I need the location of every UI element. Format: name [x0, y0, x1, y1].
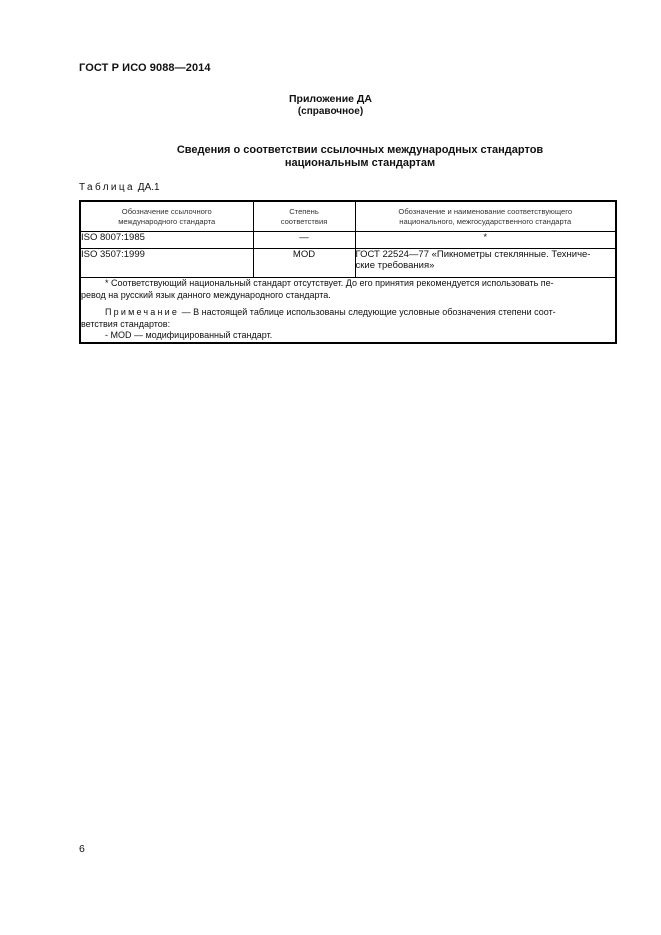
cell-standard: ISO 3507:1999 [80, 249, 253, 278]
correspondence-table [79, 200, 617, 344]
table-caption-number: ДА.1 [137, 182, 160, 193]
cell-standard: ISO 8007:1985 [80, 232, 253, 249]
table-footnote-row [80, 278, 616, 343]
section-title [150, 144, 570, 170]
note-text: — В настоящей таблице использованы следующие условные обозначения степени соот- [179, 307, 556, 317]
cell-degree: MOD [253, 249, 355, 278]
cell-national: * [355, 232, 616, 249]
table-caption-word: Таблица [79, 182, 136, 193]
header-line: Степень [289, 206, 319, 216]
section-title-line-1: Сведения о соответствии ссылочных международных стандартов [176, 144, 544, 156]
header-line: Обозначение и наименование соответствующего [398, 206, 573, 216]
note-line [81, 307, 615, 319]
header-line: Обозначение ссылочного [121, 206, 212, 216]
table-header-row [80, 201, 616, 232]
header-line: национального, межгосударственного стандарта [399, 216, 572, 226]
footnote-line: * Соответствующий национальный стандарт отсутствует. До его принятия рекомендуется использовать пе- [105, 278, 554, 288]
cell-national-line: ские требования» [355, 260, 435, 271]
document-code: ГОСТ Р ИСО 9088—2014 [79, 62, 211, 74]
table-footnote [80, 278, 616, 343]
table-row [80, 249, 616, 278]
note-item: - MOD — модифицированный стандарт. [105, 330, 273, 340]
header-national-standard [355, 201, 616, 232]
header-international-standard [80, 201, 253, 232]
section-title-line-2: национальным стандартам [284, 157, 436, 169]
cell-national [355, 249, 616, 278]
cell-degree: — [253, 232, 355, 249]
cell-national-line: ГОСТ 22524—77 «Пикнометры стеклянные. Техниче- [355, 249, 591, 260]
header-degree [253, 201, 355, 232]
header-line: соответствия [280, 216, 328, 226]
footnote-line: ревод на русский язык данного международного стандарта. [81, 289, 331, 300]
header-line: международного стандарта [118, 216, 216, 226]
appendix-subtitle: (справочное) [297, 106, 364, 117]
table-caption [79, 182, 160, 193]
page-number: 6 [79, 843, 85, 855]
appendix-title: Приложение ДА [289, 93, 372, 105]
table-row [80, 232, 616, 249]
note-word: Примечание [105, 307, 180, 317]
note-line: ветствия стандартов: [81, 318, 171, 329]
